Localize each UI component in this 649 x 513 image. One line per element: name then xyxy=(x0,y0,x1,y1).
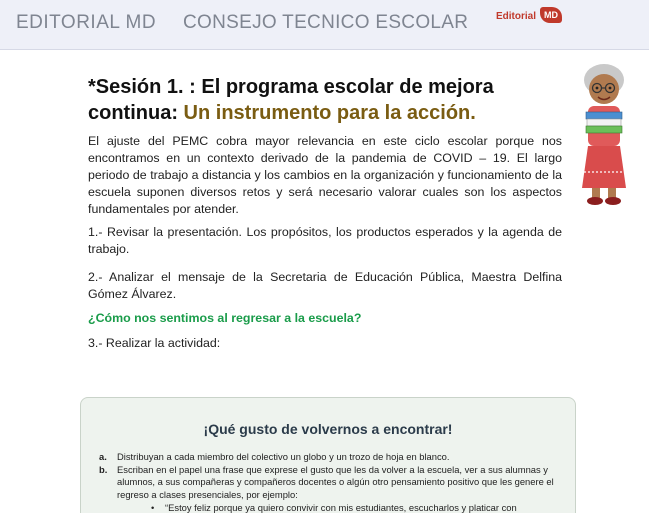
logo-text: Editorial xyxy=(496,11,537,22)
bullet-icon: • xyxy=(151,501,155,513)
editorial-md-logo xyxy=(496,5,568,27)
activity-card-title: ¡Qué gusto de volvernos a encontrar! xyxy=(203,421,453,437)
logo-mark: MD xyxy=(540,7,562,23)
activity-list xyxy=(99,451,559,513)
brand-name: EDITORIAL MD xyxy=(16,12,157,33)
list-item-text: Distribuyan a cada miembro del colectivo un globo y un trozo de hoja en blanco. xyxy=(117,451,450,462)
step-3: 3.- Realizar la actividad: xyxy=(88,336,221,350)
step-1: 1.- Revisar la presentación. Los propósitos, los productos esperados y la agenda de trabajo. xyxy=(88,225,562,256)
question-heading: ¿Cómo nos sentimos al regresar a la escuela? xyxy=(88,311,362,325)
session-title xyxy=(88,74,562,126)
teacher-illustration xyxy=(572,62,636,208)
list-item xyxy=(99,451,559,463)
document-body xyxy=(88,74,562,352)
activity-card xyxy=(80,397,576,513)
page-header xyxy=(0,0,649,50)
list-item-marker: b. xyxy=(99,464,108,476)
list-item-text: Escriban en el papel una frase que exprese el gusto que les da volver a la escuela, ver a sus alumnas y alumnos, a sus compañeras y compañeros docentes o algún otro pensamiento positivo que les genere el regreso a clases presenciales, por ejemplo: xyxy=(117,464,554,500)
step-2: 2.- Analizar el mensaje de la Secretaria de Educación Pública, Maestra Delfina Gómez Álvarez. xyxy=(88,270,562,301)
session-title-accent: Un instrumento para la acción. xyxy=(183,102,476,124)
list-item-marker: a. xyxy=(99,451,107,462)
intro-paragraph: El ajuste del PEMC cobra mayor relevancia en este ciclo escolar porque nos encontramos en un contexto derivado de la pandemia de COVID – 19. El largo periodo de trabajo a distancia y los cambios en la organización y funcionamiento de la escuela suponen diversos retos y será necesario valorar cuales son los aspectos fundamentales por atender. xyxy=(88,134,562,216)
sub-list-item-text: “Estoy feliz porque ya quiero convivir con mis estudiantes, escucharlos y platicar con xyxy=(165,501,517,513)
sub-list-item xyxy=(99,502,559,513)
document-title: CONSEJO TECNICO ESCOLAR xyxy=(183,12,469,33)
list-item xyxy=(99,464,559,501)
session-title-main: *Sesión 1. : El programa escolar de mejora continua: xyxy=(88,76,494,124)
